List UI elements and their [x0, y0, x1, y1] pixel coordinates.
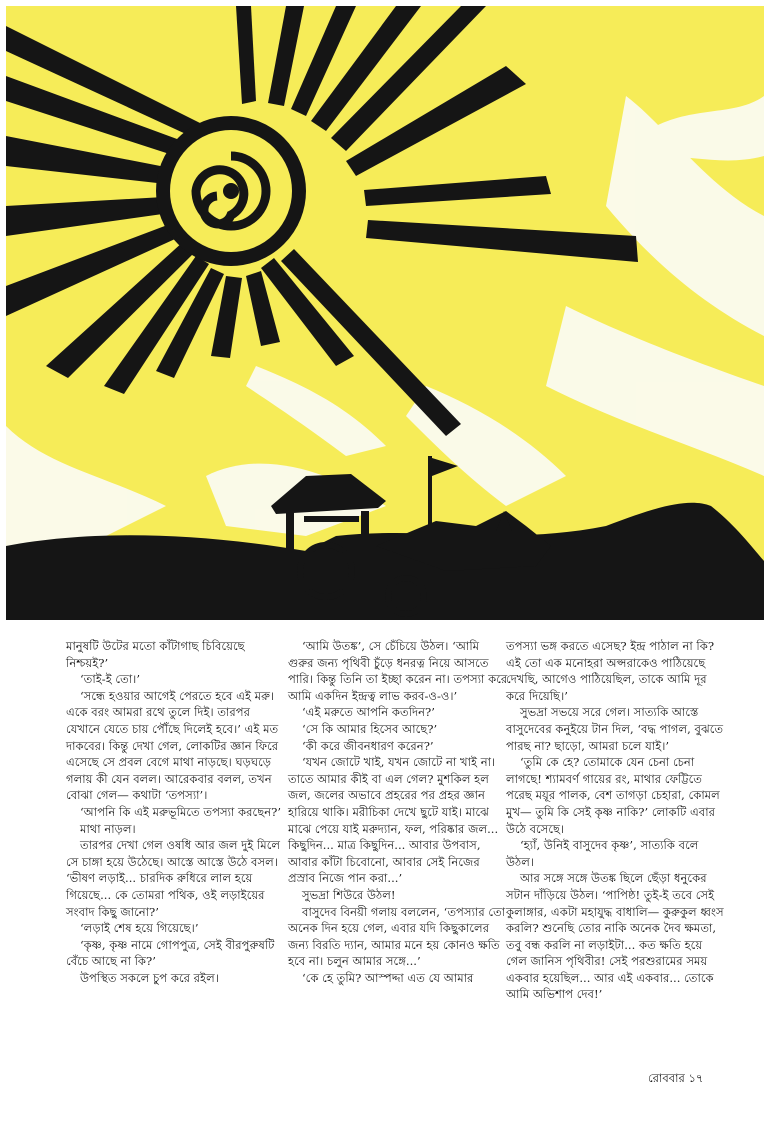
paragraph: ‘তাই-ই তো।’ [80, 672, 141, 687]
paragraph: ‘কৃষ্ণ, কৃষ্ণ নামে গোপপুত্র, সেই বীরপুরুষটি বেঁচে আছে না কি?’ [66, 937, 275, 969]
paragraph: মাথা নাড়ল। [80, 821, 136, 836]
paragraph: তপস্যা ভঙ্গ করতে এসেছ? ইন্দ্র পাঠাল না কি? এই তো এক মনোহরা অপ্সরাকেও পাঠিয়েছে দেখছি, আগেও পাঠিয়েছিল, তাকে আমি দূর করে দিয়েছি।’ [506, 639, 715, 703]
article-body [0, 638, 770, 1068]
paragraph: ‘যখন জোটে খাই, যখন জোটে না খাই না। তাতে আমার কীই বা এল গেল? মুশকিল হল জল, জলের অভাবে প্রহরের পর প্রহর জ্ঞান হারিয়ে থাকি। মরীচিকা দেখে ছুটে যাই। মাঝে মাঝে পেয়ে যাই মরুদ্যান, ফল, পরিষ্কার জল... কিছুদিন... মাত্র কিছুদিন... আবার উপবাস, আবার কাঁটা চিবোনো, আবার সেই নিজের প্রস্রাব নিজে পান করা...’ [288, 755, 499, 886]
paragraph: ‘আমি উতঙ্ক’, সে চেঁচিয়ে উঠল। ‘আমি গুরুর জন্য পৃথিবী চুঁড়ে ধনরত্ন নিয়ে আসতে পারি। কিন্তু তিনি তা ইচ্ছা করেন না। তপস্যা করে আমি একদিন ইন্দ্রত্ব লাভ করব-ও-ও।’ [288, 639, 508, 703]
paragraph: সুভদ্রা সভয়ে সরে গেল। সাত্যকি আস্তে বাসুদেবের কনুইয়ে টান দিল, ‘বদ্ধ পাগল, বুঝতে পারছ না? ছাড়ো, আমরা চলে যাই।’ [506, 705, 724, 753]
paragraph: ‘আপনি কি এই মরুভূমিতে তপস্যা করছেন?’ [80, 804, 282, 819]
paragraph: ‘সে কি আমার হিসেব আছে?’ [302, 721, 438, 736]
paragraph: বাসুদেব বিনয়ী গলায় বললেন, ‘তপস্যার তো অনেক দিন হয়ে গেল, এবার যদি কিছুকালের জন্য বিরতি দ্যান, আমার মনে হয় কোনও ক্ষতি হবে না। চলুন আমার সঙ্গে...’ [288, 904, 506, 969]
page-footer: রোববার ১৭ [648, 1071, 704, 1085]
illustration [6, 6, 764, 620]
paragraph: ‘এই মরুতে আপনি কতদিন?’ [302, 705, 435, 720]
paragraph: ‘কী করে জীবনধারণ করেন?’ [302, 738, 434, 753]
paragraph: মানুষটি উটের মতো কাঁটাগাছ চিবিয়েছে নিশ্চয়ই?’ [66, 639, 245, 670]
paragraph: ‘তুমি কে হে? তোমাকে যেন চেনা চেনা লাগছে! শ্যামবর্ণ গায়ের রং, মাথার ফেট্টিতে পরেছ ময়ূর পালক, বেশ তাগড়া চেহারা, কোমল মুখ— তুমি কি সেই কৃষ্ণ নাকি?’ লোকটি এবার উঠে বসেছে। [506, 755, 720, 836]
paragraph: ‘সন্ধে হওয়ার আগেই পেরতে হবে এই মরু। একে বরং আমরা রথে তুলে দিই। তারপর যেখানে যেতে চায় পৌঁছে দিলেই হবে।’ এই মত দাকবের। কিন্তু দেখা গেল, লোকটির জ্ঞান ফিরে এসেছে সে প্রবল বেগে মাথা নাড়ছে। ঘড়ঘড়ে গলায় কী যেন বলল। আরেকবার বলল, তখন বোঝা গেল— কথাটা ‘তপস্যা’। [66, 688, 279, 803]
paragraph: তারপর দেখা গেল ওষধি আর জল দুই মিলে সে চাঙ্গা হয়ে উঠেছে। আস্তে আস্তে উঠে বসল। ‘ভীষণ লড়াই... চারদিক রুধিরে লাল হয়ে গিয়েছে... কে তোমরা পথিক, ওই লড়াইয়ের সংবাদ কিছু জানো?’ [66, 838, 281, 919]
paragraph: আর সঙ্গে সঙ্গে উতঙ্ক ছিলে ছেঁড়া ধনুকের সটান দাঁড়িয়ে উঠল। ‘পাপিষ্ঠ! তুই-ই তবে সেই কুলাঙ্গার, একটা মহাযুদ্ধ বাধালি— কুরুকুল ধ্বংস করলি? শুনেছি তোর নাকি অনেক দৈব ক্ষমতা, তবু বন্ধ করলি না লড়াইটা... কত ক্ষতি হয়ে গেল জানিস পৃথিবীর! সেই পরশুরামের সময় একবার হয়েছিল... আর এই একবার... তোকে আমি অভিশাপ দেব!’ [506, 871, 724, 1002]
paragraph: সুভদ্রা শিউরে উঠল! [302, 887, 396, 902]
paragraph: ‘কে হে তুমি? আস্পদ্দা এত যে আমার [302, 970, 474, 985]
text-column-2 [288, 638, 508, 986]
paragraph: ‘লড়াই শেষ হয়ে গিয়েছে।’ [80, 921, 199, 936]
paragraph: ‘হ্যাঁ, উনিই বাসুদেব কৃষ্ণ’, সাত্যকি বলে উঠল। [506, 838, 699, 869]
text-column-1 [66, 638, 286, 986]
paragraph: উপস্থিত সকলে চুপ করে রইল। [80, 970, 219, 985]
text-column-3 [506, 638, 726, 1003]
sun-and-chariot-papercut-icon [6, 6, 764, 620]
